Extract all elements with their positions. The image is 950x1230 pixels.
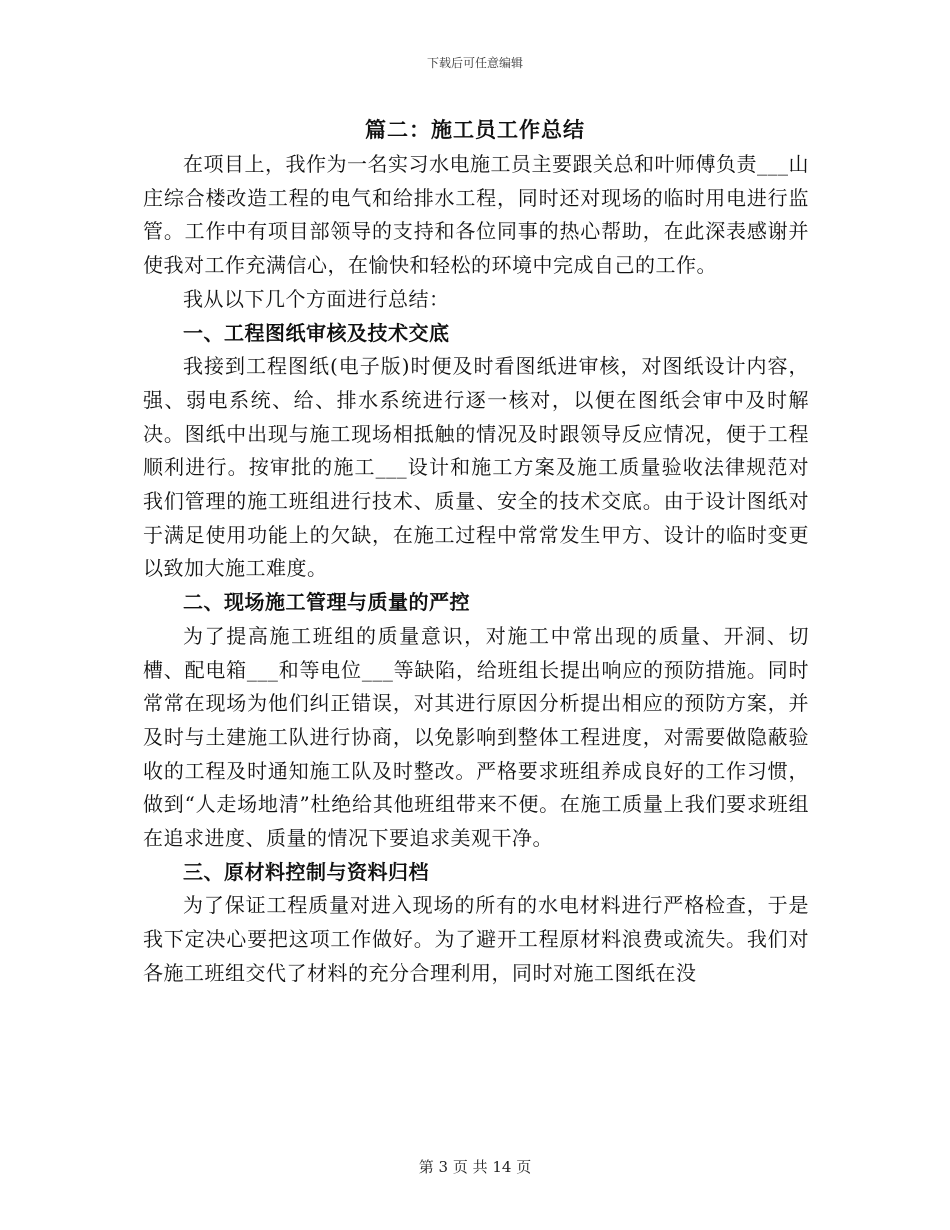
section-heading-materials: 三、原材料控制与资料归档 bbox=[183, 859, 429, 884]
document-title: 篇二：施工员工作总结 bbox=[365, 117, 585, 142]
page-header-note: 下载后可任意编辑 bbox=[426, 56, 523, 70]
section-body-drawings: 我接到工程图纸(电子版)时便及时看图纸进审核，对图纸设计内容，强、弱电系统、给、排水系统进行逐一核对，以便在图纸会审中及时解决。图纸中出现与施工现场相抵触的情况及时跟领导反应情况，便于工程顺利进行。按审批的施工___设计和施工方案及施工质量验收法律规范对我们管理的施工班组进行技术、质量、安全的技术交底。由于设计图纸对于满足使用功能上的欠缺，在施工过程中常常发生甲方、设计的临时变更以致加大施工难度。 bbox=[143, 354, 809, 581]
section-body-materials: 为了保证工程质量对进入现场的所有的水电材料进行严格检查，于是我下定决心要把这项工作做好。为了避开工程原材料浪费或流失。我们对各施工班组交代了材料的充分合理利用，同时对施工图纸在没 bbox=[143, 893, 809, 985]
summary-lead-paragraph: 我从以下几个方面进行总结： bbox=[183, 286, 450, 311]
section-body-site-management: 为了提高施工班组的质量意识，对施工中常出现的质量、开洞、切槽、配电箱___和等电位___等缺陷，给班组长提出响应的预防措施。同时常常在现场为他们纠正错误，对其进行原因分析提出相应的预防方案，并及时与土建施工队进行协商，以免影响到整体工程进度，对需要做隐蔽验收的工程及时通知施工队及时整改。严格要求班组养成良好的工作习惯，做到“人走场地清”杜绝给其他班组带来不便。在施工质量上我们要求班组在追求进度、质量的情况下要追求美观干净。 bbox=[143, 623, 809, 851]
page-number-indicator: 第 3 页 共 14 页 bbox=[418, 1158, 532, 1176]
intro-paragraph: 在项目上，我作为一名实习水电施工员主要跟关总和叶师傅负责___山庄综合楼改造工程的电气和给排水工程，同时还对现场的临时用电进行监管。工作中有项目部领导的支持和各位同事的热心帮助，在此深表感谢并使我对工作充满信心，在愉快和轻松的环境中完成自己的工作。 bbox=[143, 152, 809, 278]
document-body bbox=[143, 148, 809, 991]
section-heading-drawings: 一、工程图纸审核及技术交底 bbox=[183, 320, 450, 345]
section-heading-site-management: 二、现场施工管理与质量的严控 bbox=[183, 590, 470, 615]
